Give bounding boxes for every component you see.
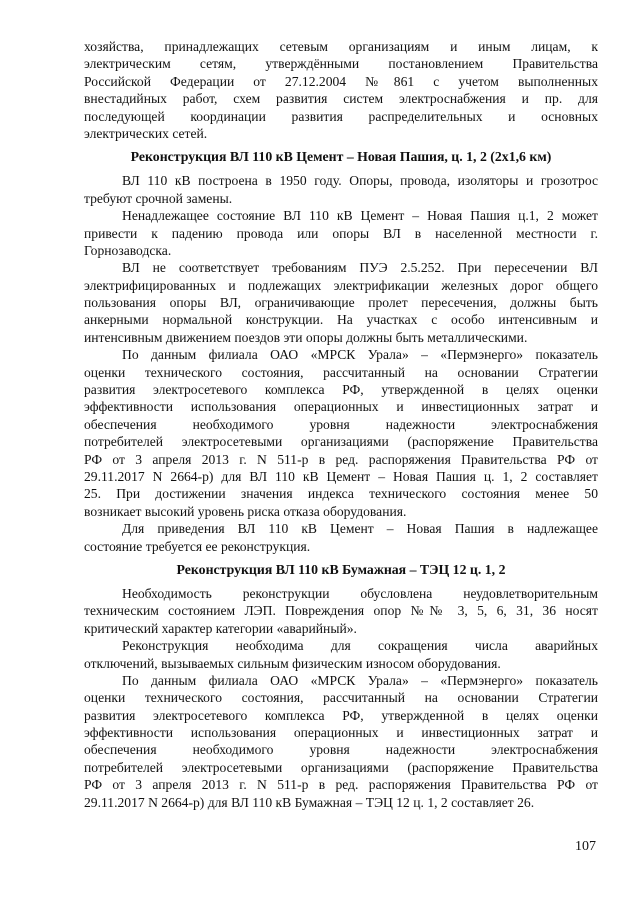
text-line: обеспечения необходимого уровня надежности электроснабжения — [84, 742, 598, 758]
text-line: Для приведения ВЛ 110 кВ Цемент – Новая Пашия в надлежащее — [122, 521, 598, 537]
paragraph — [84, 672, 598, 811]
text-line: последующей координации развития распределительных и основных — [84, 108, 598, 124]
section-body-cement — [84, 172, 598, 555]
text-line: РФ от 3 апреля 2013 г. N 511-р в ред. распоряжения Правительства РФ от — [84, 451, 598, 467]
text-line: ВЛ 110 кВ построена в 1950 году. Опоры, провода, изоляторы и грозотрос — [122, 173, 598, 189]
text-line: 29.11.2017 N 2664-р) для ВЛ 110 кВ Цемент – Новая Пашия ц. 1, 2 составляет — [84, 468, 598, 484]
text-line: электрическим сетям, утверждёнными постановлением Правительства — [84, 56, 598, 72]
text-line: внестадийных работ, схем развития систем электроснабжения и пр. для — [84, 91, 598, 107]
document-page — [84, 38, 598, 811]
page-number: 107 — [575, 839, 596, 854]
text-line: 25. При достижении значения индекса технического состояния менее 50 — [84, 486, 598, 502]
text-line: возникает высокий уровень риска отказа оборудования. — [84, 503, 407, 519]
text-line: развития электросетевого комплекса РФ, утвержденной в целях оценки — [84, 382, 598, 398]
intro-paragraph — [84, 38, 598, 142]
section-heading-cement: Реконструкция ВЛ 110 кВ Цемент – Новая Пашия, ц. 1, 2 (2х1,6 км) — [130, 149, 552, 165]
text-line: привести к падению провода или опоры ВЛ в населенной местности г. — [84, 225, 598, 241]
text-line: оценки технического состояния, рассчитанный на основании Стратегии — [84, 690, 598, 706]
paragraph — [84, 637, 598, 672]
text-line: электрических сетей. — [84, 125, 208, 141]
text-line: состояние требуется ее реконструкция. — [84, 538, 311, 554]
text-line: Реконструкция необходима для сокращения числа аварийных — [122, 638, 598, 654]
text-line: РФ от 3 апреля 2013 г. N 511-р в ред. распоряжения Правительства РФ от — [84, 777, 598, 793]
text-line: Необходимость реконструкции обусловлена неудовлетворительным — [122, 585, 598, 601]
text-line: ВЛ не соответствует требованиям ПУЭ 2.5.252. При пересечении ВЛ — [122, 260, 598, 276]
text-line: 29.11.2017 N 2664-р) для ВЛ 110 кВ Бумажная – ТЭЦ 12 ц. 1, 2 составляет 26. — [84, 794, 535, 810]
text-line: Российской Федерации от 27.12.2004 №861 с учетом выполненных — [84, 73, 598, 89]
text-line: пользования опоры ВЛ, ограничивающие пролет пересечения, должны быть — [84, 295, 598, 311]
paragraph — [84, 207, 598, 259]
text-line: Горнозаводска. — [84, 242, 172, 258]
paragraph — [84, 259, 598, 346]
text-line: анкерными нормальной конструкции. На участках с особо интенсивным и — [84, 312, 598, 328]
section-body-bumazhnaya — [84, 585, 598, 811]
text-line: По данным филиала ОАО «МРСК Урала» – «Пермэнерго» показатель — [122, 672, 598, 688]
paragraph — [84, 585, 598, 637]
text-line: эффективности использования операционных и инвестиционных затрат и — [84, 399, 598, 415]
text-line: По данным филиала ОАО «МРСК Урала» – «Пермэнерго» показатель — [122, 347, 598, 363]
paragraph — [84, 346, 598, 520]
text-line: критический характер категории «аварийный». — [84, 620, 357, 636]
text-line: электрифицированных и подлежащих электрификации железных дорог общего — [84, 277, 598, 293]
text-line: потребителей электросетевыми организациями (распоряжение Правительства — [84, 434, 598, 450]
section-heading-bumazhnaya: Реконструкция ВЛ 110 кВ Бумажная – ТЭЦ 12 ц. 1, 2 — [176, 561, 506, 577]
text-line: эффективности использования операционных и инвестиционных затрат и — [84, 725, 598, 741]
text-line: хозяйства, принадлежащих сетевым организациям и иным лицам, к — [84, 39, 598, 54]
text-line: интенсивным движением поездов эти опоры должны быть металлическими. — [84, 329, 528, 345]
text-line: обеспечения необходимого уровня надежности электроснабжения — [84, 416, 598, 432]
paragraph — [84, 172, 598, 207]
text-line: требуют срочной замены. — [84, 190, 233, 206]
text-line: отключений, вызываемых сильным физическим износом оборудования. — [84, 655, 501, 671]
paragraph — [84, 520, 598, 555]
text-line: оценки технического состояния, рассчитанный на основании Стратегии — [84, 364, 598, 380]
text-line: Ненадлежащее состояние ВЛ 110 кВ Цемент – Новая Пашия ц.1, 2 может — [122, 208, 598, 224]
text-line: техническим состоянием ЛЭП. Повреждения опор №№ 3, 5, 6, 31, 36 носят — [84, 603, 598, 619]
text-line: развития электросетевого комплекса РФ, утвержденной в целях оценки — [84, 707, 598, 723]
text-line: потребителей электросетевыми организациями (распоряжение Правительства — [84, 759, 598, 775]
